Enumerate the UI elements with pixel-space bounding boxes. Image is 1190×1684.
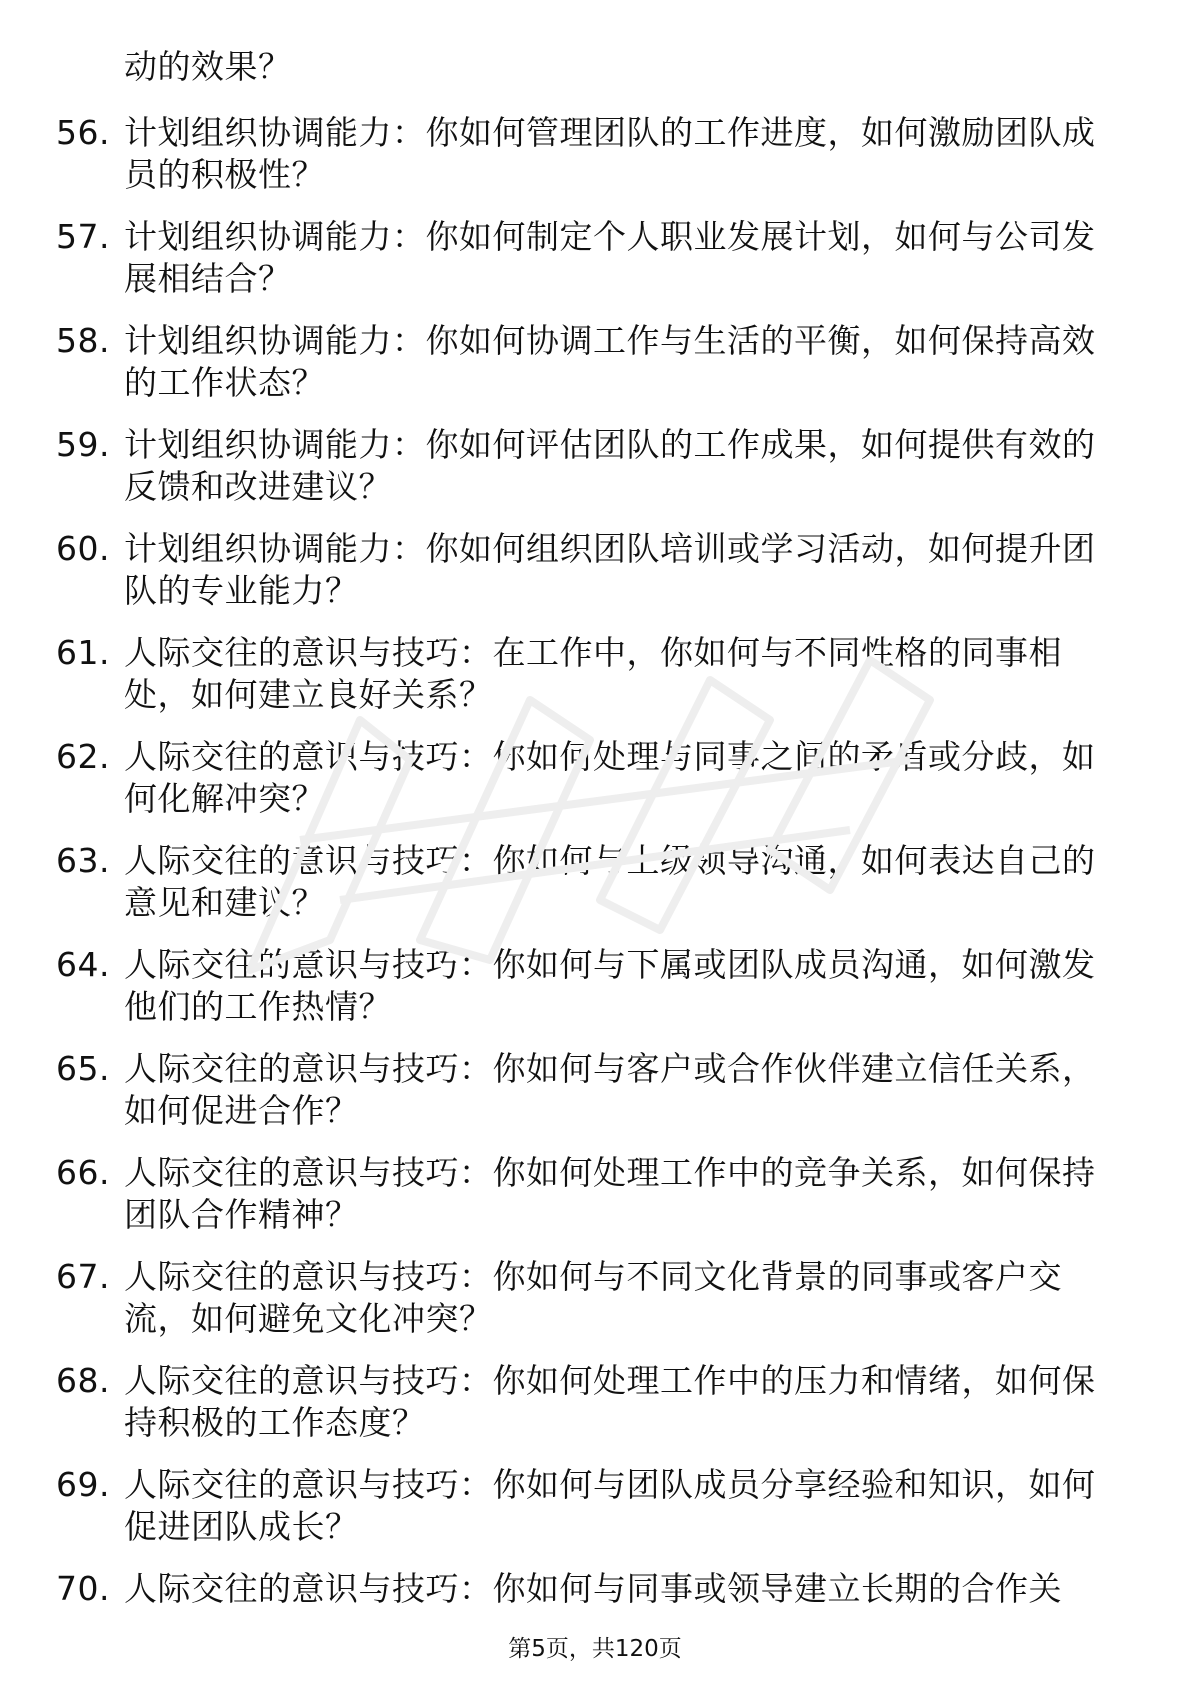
question-number: 57. xyxy=(56,217,110,256)
question-item xyxy=(0,320,1190,424)
question-text: 人际交往的意识与技巧：你如何与客户或合作伙伴建立信任关系，如何促进合作？ xyxy=(124,1049,1096,1130)
question-item xyxy=(0,424,1190,528)
question-number: 64. xyxy=(56,945,110,984)
question-text: 计划组织协调能力：你如何管理团队的工作进度，如何激励团队成员的积极性？ xyxy=(124,113,1096,194)
question-number: 61. xyxy=(56,633,110,672)
question-number: 67. xyxy=(56,1257,110,1296)
question-text: 计划组织协调能力：你如何评估团队的工作成果，如何提供有效的反馈和改进建议？ xyxy=(124,425,1096,506)
question-item xyxy=(0,1048,1190,1152)
question-item xyxy=(0,112,1190,216)
question-number: 58. xyxy=(56,321,110,360)
question-text: 人际交往的意识与技巧：你如何与上级领导沟通，如何表达自己的意见和建议？ xyxy=(124,841,1096,922)
question-text: 人际交往的意识与技巧：你如何处理工作中的竞争关系，如何保持团队合作精神？ xyxy=(124,1153,1096,1234)
question-number: 70. xyxy=(56,1569,110,1608)
question-text: 计划组织协调能力：你如何协调工作与生活的平衡，如何保持高效的工作状态？ xyxy=(124,321,1096,402)
question-item xyxy=(0,944,1190,1048)
question-number: 62. xyxy=(56,737,110,776)
question-number: 63. xyxy=(56,841,110,880)
question-text: 人际交往的意识与技巧：你如何与下属或团队成员沟通，如何激发他们的工作热情？ xyxy=(124,945,1096,1026)
question-text: 人际交往的意识与技巧：你如何处理与同事之间的矛盾或分歧，如何化解冲突？ xyxy=(124,737,1096,818)
question-number: 56. xyxy=(56,113,110,152)
question-text: 计划组织协调能力：你如何组织团队培训或学习活动，如何提升团队的专业能力？ xyxy=(124,529,1096,610)
question-text: 人际交往的意识与技巧：你如何与团队成员分享经验和知识，如何促进团队成长？ xyxy=(124,1465,1096,1546)
question-item xyxy=(0,736,1190,840)
question-text: 人际交往的意识与技巧：你如何处理工作中的压力和情绪，如何保持积极的工作态度？ xyxy=(124,1361,1096,1442)
continued-question-text: 动的效果？ xyxy=(124,47,292,86)
question-item xyxy=(0,1464,1190,1568)
question-item xyxy=(0,1256,1190,1360)
question-item xyxy=(0,840,1190,944)
question-number: 59. xyxy=(56,425,110,464)
question-item xyxy=(0,1152,1190,1256)
question-text: 计划组织协调能力：你如何制定个人职业发展计划，如何与公司发展相结合？ xyxy=(124,217,1096,298)
question-list xyxy=(0,112,1190,1672)
question-text: 人际交往的意识与技巧：在工作中，你如何与不同性格的同事相处，如何建立良好关系？ xyxy=(124,633,1062,714)
question-text: 人际交往的意识与技巧：你如何与不同文化背景的同事或客户交流，如何避免文化冲突？ xyxy=(124,1257,1062,1338)
question-item xyxy=(0,1360,1190,1464)
question-number: 65. xyxy=(56,1049,110,1088)
page-footer: 第5页，共120页 xyxy=(508,1636,682,1662)
question-number: 68. xyxy=(56,1361,110,1400)
question-number: 69. xyxy=(56,1465,110,1504)
question-item xyxy=(0,216,1190,320)
question-text: 人际交往的意识与技巧：你如何与同事或领导建立长期的合作关 xyxy=(124,1569,1062,1608)
question-number: 60. xyxy=(56,529,110,568)
question-number: 66. xyxy=(56,1153,110,1192)
question-item xyxy=(0,528,1190,632)
question-item xyxy=(0,632,1190,736)
